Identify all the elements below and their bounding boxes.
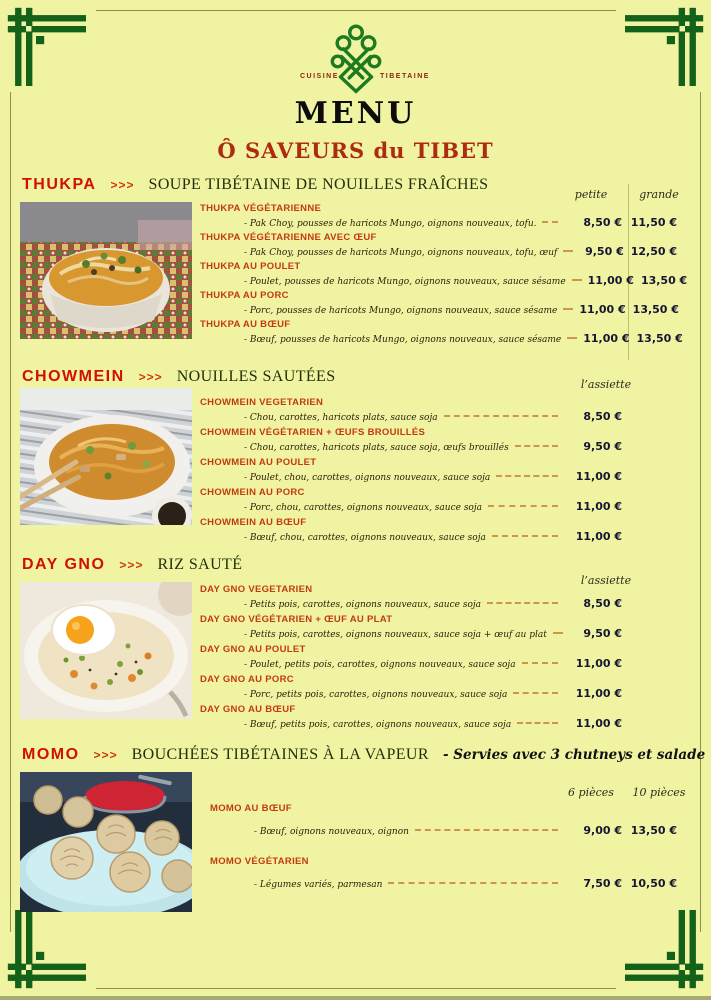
menu-item-line — [200, 440, 622, 455]
corner-knot-ornament-icon — [6, 6, 86, 86]
menu-item-line — [200, 410, 622, 425]
menu-item-line — [200, 687, 622, 702]
menu-item-description: - Chou, carottes, haricots plats, sauce soja — [244, 413, 438, 423]
price-column-header-grande: grande — [639, 188, 679, 201]
item-list — [200, 396, 677, 546]
price-column-header-6-pieces: 6 pièces — [568, 786, 614, 799]
price-petite: 11,00 € — [583, 332, 630, 345]
dashed-leader — [388, 882, 558, 884]
frame-line-bottom — [96, 988, 616, 989]
dashed-leader — [542, 221, 558, 223]
menu-item-description: - Poulet, pousses de haricots Mungo, oignons nouveaux, sauce sésame — [244, 277, 566, 287]
menu-item — [200, 260, 688, 289]
menu-item-line — [200, 274, 688, 289]
menu-item-name: CHOWMEIN AU PORC — [200, 487, 305, 498]
menu-item-name: CHOWMEIN VÉGÉTARIEN + ŒUFS BROUILLÉS — [200, 427, 426, 438]
menu-item-name: DAY GNO AU PORC — [200, 674, 294, 685]
corner-knot-ornament-icon — [625, 6, 705, 86]
menu-item-name: DAY GNO VEGETARIEN — [200, 584, 313, 595]
menu-item-line — [200, 530, 622, 545]
menu-item-description: - Chou, carottes, haricots plats, sauce soja, œufs brouillés — [244, 443, 509, 453]
price-assiette: 8,50 € — [583, 597, 622, 610]
menu-item-description: - Bœuf, chou, carottes, oignons nouveaux, sauce soja — [244, 533, 486, 543]
dashed-leader — [496, 475, 558, 477]
menu-item — [200, 703, 677, 732]
menu-item — [200, 613, 677, 642]
arrows-icon: >>> — [110, 178, 135, 192]
menu-item-description: - Petits pois, carottes, oignons nouveaux, sauce soja + œuf au plat — [244, 630, 547, 640]
section-title: CHOWMEIN — [22, 368, 125, 385]
menu-item-description: - Poulet, chou, carottes, oignons nouveaux, sauce soja — [244, 473, 491, 483]
restaurant-name: Ô SAVEURS du TIBET — [217, 138, 494, 163]
dashed-leader — [513, 692, 558, 694]
menu-item-name: DAY GNO AU BŒUF — [200, 704, 296, 715]
dashed-leader — [563, 308, 573, 310]
menu-item-line — [200, 657, 622, 672]
price-assiette: 8,50 € — [583, 410, 622, 423]
menu-item — [200, 318, 683, 347]
menu-item-name: THUKPA AU PORC — [200, 290, 289, 301]
menu-item-name: CHOWMEIN AU POULET — [200, 457, 317, 468]
price-6-pieces: 7,50 € — [583, 877, 622, 890]
day-gno-fried-rice-photo — [20, 582, 192, 719]
page-bottom-edge — [0, 996, 711, 1000]
price-6-pieces: 9,00 € — [583, 824, 622, 837]
menu-item-name: DAY GNO VÉGÉTARIEN + ŒUF AU PLAT — [200, 614, 393, 625]
dashed-leader — [488, 505, 558, 507]
section-title: MOMO — [22, 746, 80, 763]
menu-item-name: THUKPA VÉGÉTARIENNE — [200, 203, 322, 214]
dashed-leader — [492, 535, 558, 537]
thukpa-soup-bowl-photo — [20, 202, 192, 339]
menu-item — [200, 396, 677, 425]
section-header — [22, 746, 705, 764]
menu-item-name: CHOWMEIN VEGETARIEN — [200, 397, 324, 408]
section-header — [22, 556, 242, 574]
price-column-header-petite: petite — [574, 188, 608, 201]
menu-item-description: - Porc, pousses de haricots Mungo, oignons nouveaux, sauce sésame — [244, 306, 558, 316]
page-title: MENU — [294, 96, 417, 131]
price-petite: 9,50 € — [585, 245, 624, 258]
price-petite: 11,00 € — [587, 274, 634, 287]
price-assiette: 11,00 € — [575, 500, 622, 513]
price-column-header-assiette: l’assiette — [580, 574, 632, 587]
momo-dumplings-photo — [20, 772, 192, 912]
price-column-header-10-pieces: 10 pièces — [632, 786, 686, 799]
menu-item — [200, 426, 677, 455]
menu-item — [200, 673, 677, 702]
price-assiette: 9,50 € — [583, 440, 622, 453]
menu-item-description: - Bœuf, oignons nouveaux, oignon — [254, 827, 409, 837]
section-header — [22, 368, 336, 386]
menu-item — [210, 855, 677, 892]
dashed-leader — [415, 829, 558, 831]
arrows-icon: >>> — [138, 370, 163, 384]
menu-item-name: MOMO AU BŒUF — [210, 803, 292, 814]
price-assiette: 9,50 € — [583, 627, 622, 640]
dashed-leader — [444, 415, 558, 417]
arrows-icon: >>> — [119, 558, 144, 572]
price-assiette: 11,00 € — [575, 657, 622, 670]
menu-item-description: - Pak Choy, pousses de haricots Mungo, oignons nouveaux, tofu, œuf — [244, 248, 558, 258]
item-list — [200, 202, 688, 347]
price-petite: 11,00 € — [579, 303, 626, 316]
item-list — [200, 583, 677, 733]
menu-item — [200, 516, 677, 545]
price-assiette: 11,00 € — [575, 470, 622, 483]
price-grande: 13,50 € — [632, 303, 679, 316]
menu-item-line — [210, 824, 677, 839]
price-10-pieces: 13,50 € — [630, 824, 677, 837]
menu-item-name: CHOWMEIN AU BŒUF — [200, 517, 307, 528]
menu-item-line — [200, 500, 622, 515]
endless-knot-logo-icon — [327, 22, 385, 98]
menu-item-line — [200, 216, 677, 231]
menu-item-line — [210, 877, 677, 892]
section-header — [22, 176, 488, 194]
menu-item — [200, 202, 677, 231]
dashed-leader — [487, 602, 558, 604]
dashed-leader — [563, 250, 573, 252]
frame-line-top — [96, 10, 616, 11]
menu-item-name: THUKPA VÉGÉTARIENNE AVEC ŒUF — [200, 232, 377, 243]
dashed-leader — [515, 445, 558, 447]
section-title: DAY GNO — [22, 556, 106, 573]
menu-item — [200, 583, 677, 612]
menu-item-name: THUKPA AU BŒUF — [200, 319, 291, 330]
menu-item-line — [200, 627, 622, 642]
menu-item-description: - Porc, chou, carottes, oignons nouveaux, sauce soja — [244, 503, 483, 513]
section-thukpa — [0, 176, 711, 368]
menu-item-description: - Pak Choy, pousses de haricots Mungo, oignons nouveaux, tofu. — [244, 219, 537, 229]
price-assiette: 11,00 € — [575, 717, 622, 730]
menu-item — [200, 486, 677, 515]
menu-item-name: THUKPA AU POULET — [200, 261, 301, 272]
menu-item-name: DAY GNO AU POULET — [200, 644, 306, 655]
price-grande: 13,50 € — [636, 332, 683, 345]
section-subtitle: NOUILLES SAUTÉES — [176, 368, 336, 385]
dashed-leader — [517, 722, 558, 724]
menu-item — [210, 802, 677, 839]
price-column-header-assiette: l’assiette — [580, 378, 632, 391]
menu-item-description: - Porc, petits pois, carottes, oignons nouveaux, sauce soja — [244, 690, 508, 700]
section-momo — [0, 746, 711, 932]
price-grande: 12,50 € — [630, 245, 677, 258]
menu-item-line — [200, 717, 622, 732]
menu-item — [200, 289, 677, 318]
section-title: THUKPA — [22, 176, 97, 193]
section-subtitle: SOUPE TIBÉTAINE DE NOUILLES FRAÎCHES — [148, 176, 489, 193]
menu-item-description: - Bœuf, petits pois, carottes, oignons nouveaux, sauce soja — [244, 720, 512, 730]
price-10-pieces: 10,50 € — [630, 877, 677, 890]
menu-item-description: - Petits pois, carottes, oignons nouveaux, sauce soja — [244, 600, 482, 610]
section-note: - Servies avec 3 chutneys et salade — [442, 747, 706, 763]
dashed-leader — [553, 632, 563, 634]
menu-item-line — [200, 597, 622, 612]
price-grande: 13,50 € — [640, 274, 688, 287]
price-petite: 8,50 € — [583, 216, 622, 229]
menu-item-line — [200, 332, 683, 347]
menu-item-line — [200, 303, 677, 318]
dashed-leader — [567, 337, 577, 339]
menu-item — [200, 456, 677, 485]
section-day-gno — [0, 556, 711, 746]
menu-item-line — [200, 245, 677, 260]
section-subtitle: BOUCHÉES TIBÉTAINES À LA VAPEUR — [131, 746, 429, 763]
section-chowmein — [0, 368, 711, 556]
menu-item — [200, 231, 677, 260]
menu-item-description: - Légumes variés, parmesan — [254, 880, 383, 890]
menu-item-description: - Poulet, petits pois, carottes, oignons nouveaux, sauce soja — [244, 660, 516, 670]
menu-item-line — [200, 470, 622, 485]
dashed-leader — [572, 279, 582, 281]
menu-item-name: MOMO VÉGÉTARIEN — [210, 856, 309, 867]
price-assiette: 11,00 € — [575, 530, 622, 543]
section-subtitle: RIZ SAUTÉ — [157, 556, 243, 573]
brand-word-tibetaine: TIBETAINE — [380, 73, 430, 80]
brand-word-cuisine: CUISINE — [300, 73, 339, 80]
price-grande: 11,50 € — [630, 216, 677, 229]
menu-item — [200, 643, 677, 672]
arrows-icon: >>> — [93, 748, 118, 762]
item-list — [210, 802, 677, 908]
dashed-leader — [522, 662, 558, 664]
menu-item-description: - Bœuf, pousses de haricots Mungo, oignons nouveaux, sauce sésame — [244, 335, 562, 345]
chowmein-noodles-photo — [20, 388, 192, 525]
price-assiette: 11,00 € — [575, 687, 622, 700]
